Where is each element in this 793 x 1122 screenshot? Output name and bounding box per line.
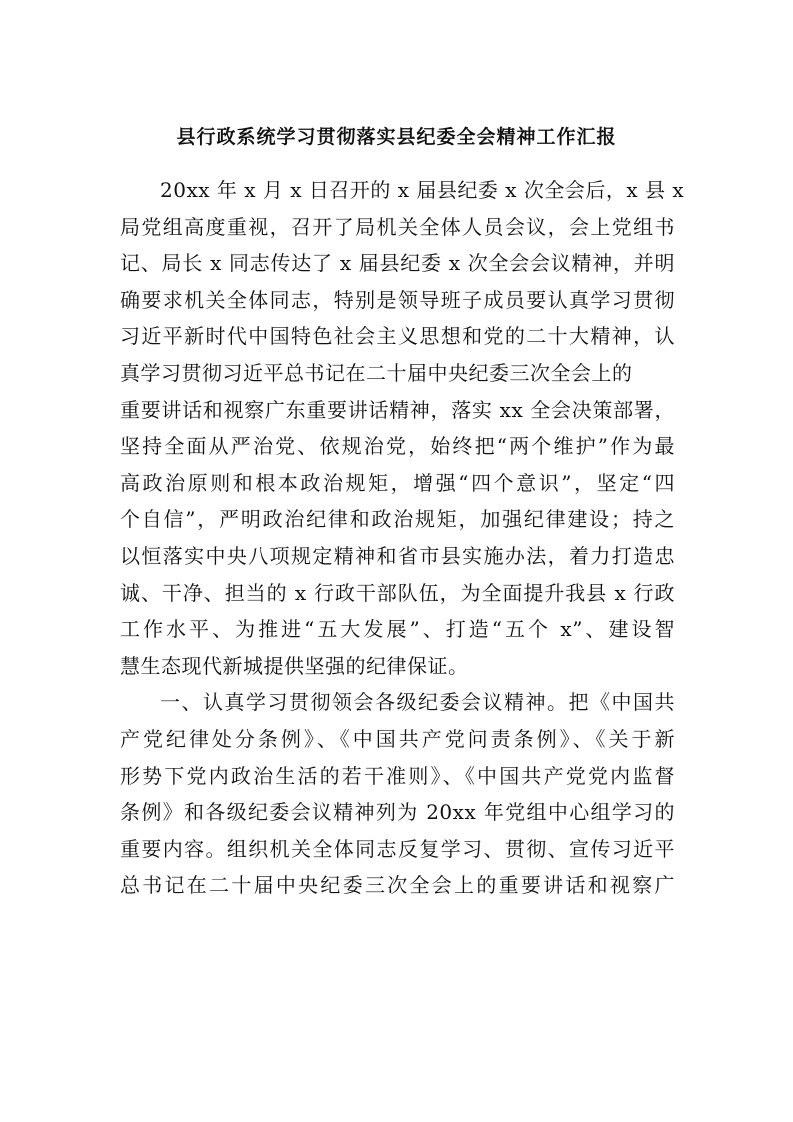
- paragraph-line: 习近平新时代中国特色社会主义思想和党的二十大精神，认: [120, 324, 675, 349]
- paragraph-line: 总书记在二十届中央纪委三次全会上的重要讲话和视察广: [120, 873, 675, 898]
- paragraph-line: 局党组高度重视，召开了局机关全体人员会议，会上党组书: [120, 214, 675, 239]
- paragraph-2: [120, 684, 675, 904]
- document-body: [120, 172, 685, 904]
- paragraph-line: 产党纪律处分条例》、《中国共产党问责条例》、《关于新: [120, 726, 675, 751]
- paragraph-line: 工作水平、为推进“五大发展”、打造“五个 x”、建设智: [120, 617, 675, 642]
- paragraph-line: 慧生态现代新城提供坚强的纪律保证。: [120, 653, 469, 678]
- paragraph-line: 坚持全面从严治党、依规治党，始终把“两个维护”作为最: [120, 434, 675, 459]
- paragraph-line: 20xx 年 x 月 x 日召开的 x 届县纪委 x 次全会后，x 县 x: [160, 178, 685, 202]
- document-title: 县行政系统学习贯彻落实县纪委全会精神工作汇报: [176, 126, 617, 148]
- paragraph-line: 形势下党内政治生活的若干准则》、《中国共产党党内监督: [120, 763, 675, 788]
- paragraph-line: 记、局长 x 同志传达了 x 届县纪委 x 次全会会议精神，并明: [120, 251, 675, 276]
- paragraph-line: 高政治原则和根本政治规矩，增强“四个意识”，坚定“四: [120, 470, 675, 495]
- paragraph-line: 重要内容。组织机关全体同志反复学习、贯彻、宣传习近平: [120, 836, 675, 861]
- paragraph-line: 诚、干净、担当的 x 行政干部队伍，为全面提升我县 x 行政: [120, 580, 675, 605]
- paragraph-line: 条例》和各级纪委会议精神列为 20xx 年党组中心组学习的: [120, 800, 675, 825]
- paragraph-line: 以恒落实中央八项规定精神和省市县实施办法，着力打造忠: [120, 543, 675, 568]
- paragraph-line: 确要求机关全体同志，特别是领导班子成员要认真学习贯彻: [120, 287, 675, 312]
- paragraph-line: 重要讲话和视察广东重要讲话精神，落实 xx 全会决策部署，: [120, 397, 675, 422]
- paragraph-line: 个自信”，严明政治纪律和政治规矩，加强纪律建设；持之: [120, 507, 675, 532]
- paragraph-1: [120, 172, 685, 684]
- paragraph-line: 一、认真学习贯彻领会各级纪委会议精神。把《中国共: [160, 690, 675, 715]
- paragraph-line: 真学习贯彻习近平总书记在二十届中央纪委三次全会上的: [120, 360, 633, 385]
